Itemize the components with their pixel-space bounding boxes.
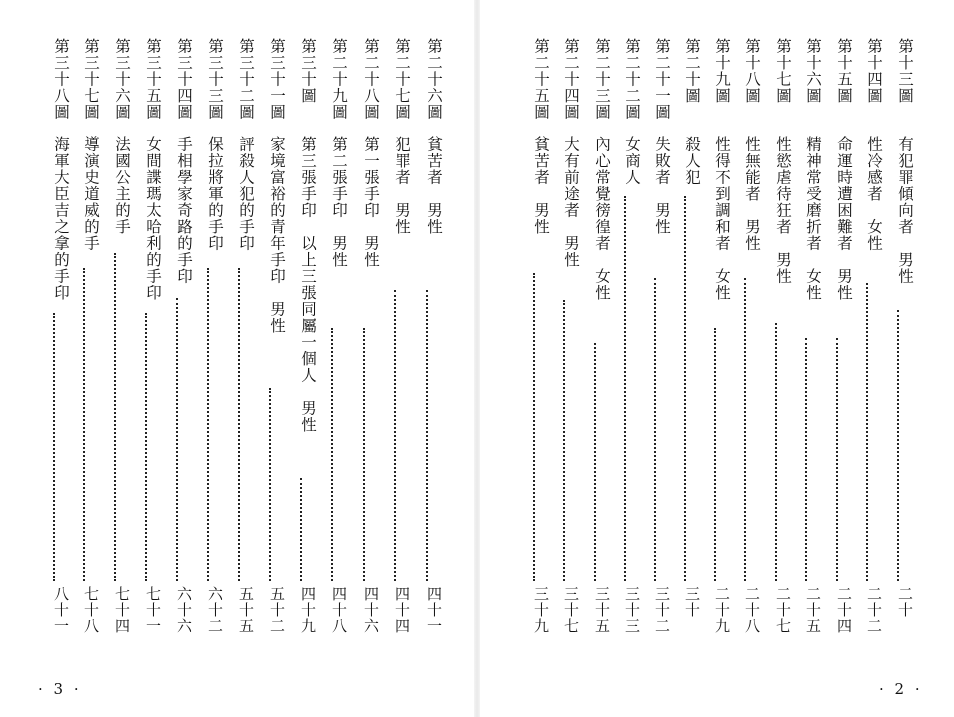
toc-entry [225, 38, 253, 643]
page-ref: 三十三 [623, 586, 641, 634]
toc-entry [731, 38, 759, 643]
page-ref: 三十五 [593, 586, 611, 634]
page-ref: 三十七 [562, 586, 580, 634]
dot-leader [714, 328, 716, 581]
dot-leader [363, 328, 365, 581]
toc-entry [611, 38, 639, 643]
figure-label: 第三十三圖 [206, 38, 224, 121]
figure-label: 第十六圖 [804, 38, 822, 104]
figure-label: 第二十三圖 [593, 38, 611, 121]
caption: 犯罪者 男性 [393, 136, 411, 235]
caption: 第三張手印 以上三張同屬一個人 男性 [299, 136, 317, 433]
caption: 第一張手印 男性 [362, 136, 380, 268]
page-ref: 二十八 [743, 586, 761, 634]
page-ref: 七十八 [82, 586, 100, 634]
toc-entry [194, 38, 222, 643]
dot-leader [300, 478, 302, 581]
caption: 大有前途者 男性 [562, 136, 580, 268]
page-ref: 二十 [896, 586, 914, 618]
dot-leader [775, 323, 777, 581]
page-ref: 七十一 [144, 586, 162, 634]
figure-label: 第三十八圖 [52, 38, 70, 121]
dot-leader [331, 328, 333, 581]
page-ref: 五十五 [237, 586, 255, 634]
caption: 性冷感者 女性 [865, 136, 883, 252]
dot-leader [207, 268, 209, 581]
caption: 內心常覺徬徨者 女性 [593, 136, 611, 301]
toc-entry [287, 38, 315, 643]
figure-label: 第二十圖 [683, 38, 701, 104]
dot-leader [866, 283, 868, 581]
caption: 貧苦者 男性 [532, 136, 550, 235]
dot-leader [114, 253, 116, 581]
toc-entry [350, 38, 378, 643]
toc-entry [884, 38, 912, 643]
toc-entry [318, 38, 346, 643]
right-page [477, 0, 954, 717]
page-ref: 四十八 [330, 586, 348, 634]
figure-label: 第二十九圖 [330, 38, 348, 121]
figure-label: 第二十七圖 [393, 38, 411, 121]
page-ref: 四十四 [393, 586, 411, 634]
caption: 第二張手印 男性 [330, 136, 348, 268]
dot-leader [897, 310, 899, 581]
figure-label: 第二十八圖 [362, 38, 380, 121]
dot-leader [624, 196, 626, 581]
figure-label: 第二十六圖 [425, 38, 443, 121]
dot-leader [533, 273, 535, 581]
figure-label: 第十八圖 [743, 38, 761, 104]
page-ref: 四十六 [362, 586, 380, 634]
figure-label: 第二十四圖 [562, 38, 580, 121]
toc-entry [520, 38, 548, 643]
dot-leader [563, 300, 565, 581]
caption: 女商人 [623, 136, 641, 186]
page-ref: 三十 [683, 586, 701, 618]
figure-label: 第三十五圖 [144, 38, 162, 121]
caption: 命運時遭困難者 男性 [835, 136, 853, 301]
figure-label: 第十五圖 [835, 38, 853, 104]
toc-entry [163, 38, 191, 643]
toc-entry [132, 38, 160, 643]
page-ref: 四十一 [425, 586, 443, 634]
caption: 失敗者 男性 [653, 136, 671, 235]
toc-entry [853, 38, 881, 643]
caption: 法國公主的手 [113, 136, 131, 235]
toc-entry [823, 38, 851, 643]
page-ref: 八十一 [52, 586, 70, 634]
toc-entry [550, 38, 578, 643]
caption: 性無能者 男性 [743, 136, 761, 252]
dot-leader [744, 278, 746, 581]
caption: 性慾虐待狂者 男性 [774, 136, 792, 285]
figure-label: 第三十七圖 [82, 38, 100, 121]
dot-leader [269, 388, 271, 581]
caption: 評殺人犯的手印 [237, 136, 255, 252]
dot-leader [805, 338, 807, 581]
page-number: · 2 · [879, 680, 923, 698]
toc-entry [581, 38, 609, 643]
caption: 導演史道威的手 [82, 136, 100, 252]
dot-leader [684, 196, 686, 581]
toc-entry [101, 38, 129, 643]
page-ref: 五十二 [268, 586, 286, 634]
dot-leader [426, 290, 428, 581]
caption: 保拉將軍的手印 [206, 136, 224, 252]
figure-label: 第十四圖 [865, 38, 883, 104]
page-ref: 二十四 [835, 586, 853, 634]
figure-label: 第三十六圖 [113, 38, 131, 121]
figure-label: 第二十五圖 [532, 38, 550, 121]
toc-entry [641, 38, 669, 643]
dot-leader [594, 343, 596, 581]
figure-label: 第十七圖 [774, 38, 792, 104]
toc-entry [40, 38, 68, 643]
dot-leader [836, 338, 838, 581]
toc-entry [701, 38, 729, 643]
caption: 手相學家奇路的手印 [175, 136, 193, 285]
caption: 殺人犯 [683, 136, 701, 186]
toc-entry [762, 38, 790, 643]
caption: 女間諜瑪太哈利的手印 [144, 136, 162, 301]
toc-entry [256, 38, 284, 643]
figure-label: 第二十二圖 [623, 38, 641, 121]
figure-label: 第三十四圖 [175, 38, 193, 121]
page-ref: 七十四 [113, 586, 131, 634]
dot-leader [83, 268, 85, 581]
caption: 貧苦者 男性 [425, 136, 443, 235]
dot-leader [394, 290, 396, 581]
figure-label: 第三十圖 [299, 38, 317, 104]
caption: 性得不到調和者 女性 [713, 136, 731, 301]
caption: 有犯罪傾向者 男性 [896, 136, 914, 285]
toc-entry [671, 38, 699, 643]
page-ref: 六十六 [175, 586, 193, 634]
dot-leader [176, 298, 178, 581]
page-ref: 二十二 [865, 586, 883, 634]
caption: 精神常受磨折者 女性 [804, 136, 822, 301]
figure-label: 第三十一圖 [268, 38, 286, 121]
figure-label: 第十三圖 [896, 38, 914, 104]
toc-entry [413, 38, 441, 643]
dot-leader [145, 313, 147, 581]
page-ref: 三十九 [532, 586, 550, 634]
page-ref: 二十七 [774, 586, 792, 634]
figure-label: 第三十二圖 [237, 38, 255, 121]
caption: 海軍大臣吉之拿的手印 [52, 136, 70, 301]
page-ref: 二十五 [804, 586, 822, 634]
dot-leader [654, 278, 656, 581]
figure-label: 第十九圖 [713, 38, 731, 104]
caption: 家境富裕的青年手印 男性 [268, 136, 286, 334]
dot-leader [53, 313, 55, 581]
figure-label: 第二十一圖 [653, 38, 671, 121]
toc-entry [381, 38, 409, 643]
page-ref: 四十九 [299, 586, 317, 634]
page-ref: 三十二 [653, 586, 671, 634]
page-ref: 二十九 [713, 586, 731, 634]
page-ref: 六十二 [206, 586, 224, 634]
page-number: · 3 · [38, 680, 82, 698]
dot-leader [238, 268, 240, 581]
toc-entry [70, 38, 98, 643]
toc-entry [792, 38, 820, 643]
